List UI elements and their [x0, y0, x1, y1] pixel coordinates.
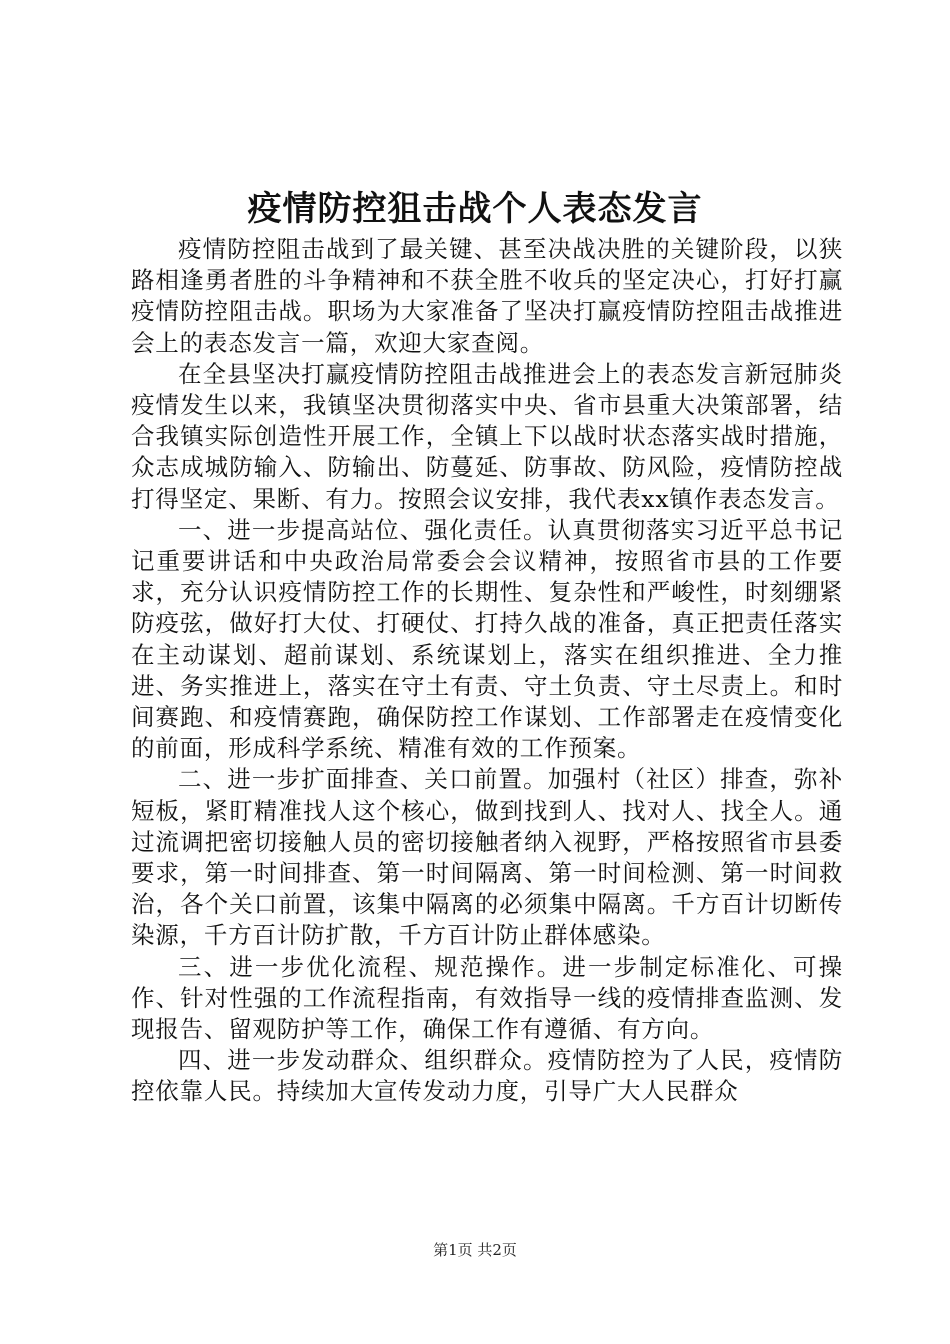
paragraph-point-one: 一、进一步提高站位、强化责任。认真贯彻落实习近平总书记记重要讲话和中央政治局常委会会议精神，按照省市县的工作要求，充分认识疫情防控工作的长期性、复杂性和严峻性，时刻绷紧防疫弦，做好打大仗、打硬仗、打持久战的准备，真正把责任落实在主动谋划、超前谋划、系统谋划上，落实在组织推进、全力推进、务实推进上，落实在守土有责、守土负责、守土尽责上。和时间赛跑、和疫情赛跑，确保防控工作谋划、工作部署走在疫情变化的前面，形成科学系统、精准有效的工作预案。 — [131, 515, 843, 763]
document-body — [131, 234, 843, 1108]
paragraph-point-two: 二、进一步扩面排查、关口前置。加强村（社区）排查，弥补短板，紧盯精准找人这个核心，做到找到人、找对人、找全人。通过流调把密切接触人员的密切接触者纳入视野，严格按照省市县委要求，第一时间排查、第一时间隔离、第一时间检测、第一时间救治，各个关口前置，该集中隔离的必须集中隔离。千方百计切断传染源，千方百计防扩散，千方百计防止群体感染。 — [131, 765, 843, 950]
page-footer: 第1页 共2页 — [433, 1241, 517, 1259]
paragraph-intro: 疫情防控阻击战到了最关键、甚至决战决胜的关键阶段，以狭路相逢勇者胜的斗争精神和不获全胜不收兵的坚定决心，打好打赢疫情防控阻击战。职场为大家准备了坚决打赢疫情防控阻击战推进会上的表态发言一篇，欢迎大家查阅。 — [131, 235, 843, 357]
paragraph-point-three: 三、进一步优化流程、规范操作。进一步制定标准化、可操作、针对性强的工作流程指南，有效指导一线的疫情排查监测、发现报告、留观防护等工作，确保工作有遵循、有方向。 — [131, 952, 843, 1044]
paragraph-point-four: 四、进一步发动群众、组织群众。疫情防控为了人民，疫情防控依靠人民。持续加大宣传发动力度，引导广大人民群众 — [131, 1046, 843, 1106]
document-title: 疫情防控狙击战个人表态发言 — [247, 189, 703, 229]
paragraph-opening: 在全县坚决打赢疫情防控阻击战推进会上的表态发言新冠肺炎疫情发生以来，我镇坚决贯彻落实中央、省市县重大决策部署，结合我镇实际创造性开展工作，全镇上下以战时状态落实战时措施，众志成城防输入、防输出、防蔓延、防事故、防风险，疫情防控战打得坚定、果断、有力。按照会议安排，我代表xx镇作表态发言。 — [131, 359, 843, 513]
